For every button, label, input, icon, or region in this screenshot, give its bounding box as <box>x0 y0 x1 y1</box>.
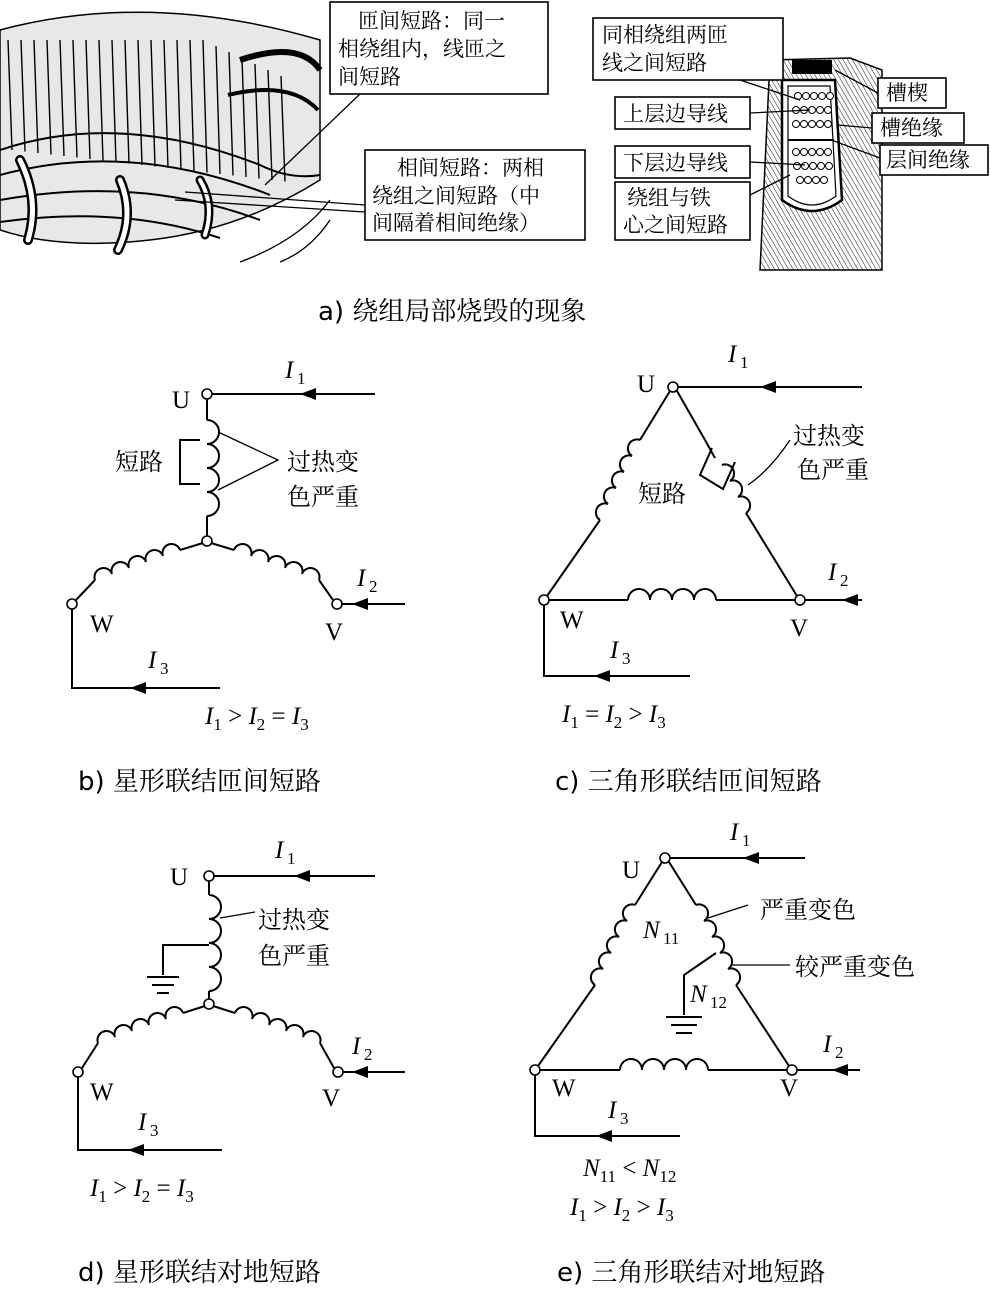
current-i2-sub: 2 <box>364 1045 373 1064</box>
coil-uw <box>596 439 640 520</box>
conductor-strand <box>817 149 824 156</box>
callout-phase-short-line3: 间隔着相间绝缘） <box>372 211 540 235</box>
callout-phase-short-line2: 绕组之间短路（中 <box>372 184 540 208</box>
panel-a <box>0 2 988 327</box>
svg-text:上层边导线: 上层边导线 <box>623 102 728 126</box>
label-u: U <box>172 387 191 414</box>
current-i2-sub: 2 <box>840 571 849 590</box>
terminal-v <box>787 1065 797 1075</box>
current-i3-symbol: I <box>138 1109 147 1136</box>
terminal-u <box>668 382 678 392</box>
n12-sub: 12 <box>710 993 727 1012</box>
n12-symbol: N <box>690 981 707 1008</box>
label-v: V <box>325 619 344 646</box>
caption-e: e) 三角形联结对地短路 <box>557 1258 826 1288</box>
conductor-strand <box>801 121 808 128</box>
svg-text:层间绝缘: 层间绝缘 <box>886 148 970 172</box>
stator-winding-illustration <box>0 12 330 262</box>
conductor-strand <box>827 93 834 100</box>
terminal-u <box>202 389 212 399</box>
relation-c: $I_1 = I_2 > I_3$ <box>562 701 666 732</box>
conductor-strand <box>825 121 832 128</box>
caption-d: d) 星形联结对地短路 <box>78 1258 321 1288</box>
overheat-label-1: 过热变 <box>258 906 330 934</box>
panel-e <box>530 819 915 1288</box>
coil-uv <box>696 904 740 985</box>
ground-icon <box>666 1017 702 1033</box>
coil-v <box>235 1007 321 1043</box>
n-relation-e: $N_{11} < N_{12}$ <box>583 1155 677 1186</box>
current-i1-sub: 1 <box>287 849 296 868</box>
conductor-strand <box>802 163 809 170</box>
current-i2-sub: 2 <box>369 577 378 596</box>
overheat-label-1: 过热变 <box>287 448 359 476</box>
coil-uv <box>722 464 750 513</box>
coil-wv <box>620 1059 708 1070</box>
conductor-strand <box>793 149 800 156</box>
label-v: V <box>790 615 809 642</box>
conductor-strand <box>810 163 817 170</box>
relation-d: $I_1 > I_2 = I_3$ <box>90 1175 194 1206</box>
n11-symbol: N <box>643 917 660 944</box>
svg-text:绕组与铁: 绕组与铁 <box>627 186 711 210</box>
label-w: W <box>560 607 584 634</box>
conductor-strand <box>817 121 824 128</box>
label-u: U <box>622 857 641 884</box>
conductor-strand <box>821 177 828 184</box>
conductor-strand <box>818 163 825 170</box>
current-i1-sub: 1 <box>297 369 306 388</box>
current-i3-symbol: I <box>610 637 619 664</box>
caption-a: a) 绕组局部烧毁的现象 <box>318 297 587 327</box>
conductor-strand <box>794 163 801 170</box>
coil-uw <box>591 904 635 985</box>
svg-text:槽绝缘: 槽绝缘 <box>880 116 943 140</box>
terminal-w <box>73 1067 83 1077</box>
callout-same-phase-line1: 同相绕组两匝 <box>602 23 728 47</box>
current-i3-sub: 3 <box>160 659 169 678</box>
current-i1-symbol: I <box>730 819 739 846</box>
coil-w <box>97 1007 183 1043</box>
current-i2-sub: 2 <box>835 1043 844 1062</box>
short-label: 短路 <box>638 480 686 508</box>
svg-text:下层边导线: 下层边导线 <box>623 151 728 175</box>
current-i3-symbol: I <box>148 647 157 674</box>
conductor-strand <box>825 149 832 156</box>
callout-phase-short-line1: 相间短路：两相 <box>397 156 544 180</box>
moderate-label: 较严重变色 <box>795 953 915 981</box>
terminal-v <box>795 595 805 605</box>
svg-text:心之间短路: 心之间短路 <box>623 213 728 237</box>
relation-e: $I_1 > I_2 > I_3$ <box>570 1194 674 1225</box>
terminal-u <box>660 853 670 863</box>
caption-b: b) 星形联结匝间短路 <box>78 767 321 797</box>
terminal-w <box>530 1065 540 1075</box>
terminal-w <box>67 599 77 609</box>
coil-u <box>209 895 221 991</box>
current-i2-symbol: I <box>823 1031 832 1058</box>
conductor-strand <box>817 107 824 114</box>
current-i2-symbol: I <box>828 559 837 586</box>
label-w: W <box>90 1079 114 1106</box>
current-i2-symbol: I <box>357 565 366 592</box>
overheat-label-2: 色严重 <box>287 483 359 511</box>
current-i3-symbol: I <box>608 1097 617 1124</box>
label-v: V <box>780 1075 799 1102</box>
current-i1-sub: 1 <box>740 353 749 372</box>
coil-u-shorted <box>207 420 219 516</box>
current-i3-sub: 3 <box>622 649 631 668</box>
panel-b <box>67 357 405 797</box>
callout-turn-short-line2: 相绕组内，线匝之 <box>338 37 506 61</box>
conductor-strand <box>809 149 816 156</box>
current-i1-sub: 1 <box>742 831 751 850</box>
severe-label: 严重变色 <box>760 896 856 924</box>
label-v: V <box>322 1085 341 1112</box>
label-u: U <box>637 371 656 398</box>
ground-icon <box>147 977 179 993</box>
label-w: W <box>552 1075 576 1102</box>
caption-c: c) 三角形联结匝间短路 <box>555 767 822 797</box>
callout-turn-short-line3: 间短路 <box>338 65 401 89</box>
coil-w <box>94 544 180 580</box>
conductor-strand <box>826 163 833 170</box>
current-i1-symbol: I <box>285 357 294 384</box>
terminal-w <box>539 595 549 605</box>
conductor-strand <box>809 121 816 128</box>
svg-text:槽楔: 槽楔 <box>886 81 928 105</box>
conductor-strand <box>805 177 812 184</box>
conductor-strand <box>819 93 826 100</box>
label-u: U <box>170 864 189 891</box>
label-w: W <box>90 611 114 638</box>
conductor-strand <box>813 177 820 184</box>
current-i1-symbol: I <box>275 837 284 864</box>
coil-wv <box>628 589 716 600</box>
panel-c <box>539 341 869 797</box>
overheat-label-2: 色严重 <box>797 456 869 484</box>
callout-turn-short-line1: 匝间短路：同一 <box>358 9 505 33</box>
conductor-strand <box>793 121 800 128</box>
n11-sub: 11 <box>663 929 680 948</box>
current-i3-sub: 3 <box>620 1109 629 1128</box>
conductor-strand <box>825 107 832 114</box>
conductor-strand <box>801 149 808 156</box>
terminal-v <box>333 1067 343 1077</box>
current-i3-sub: 3 <box>150 1121 159 1140</box>
callout-same-phase-line2: 线之间短路 <box>602 51 707 75</box>
panel-d <box>73 837 405 1288</box>
current-i1-symbol: I <box>728 341 737 368</box>
conductor-strand <box>797 177 804 184</box>
overheat-label-1: 过热变 <box>793 422 865 450</box>
terminal-v <box>332 599 342 609</box>
overheat-label-2: 色严重 <box>258 942 330 970</box>
current-i2-symbol: I <box>352 1033 361 1060</box>
short-label: 短路 <box>115 448 163 476</box>
relation-b: $I_1 > I_2 = I_3$ <box>205 703 309 734</box>
conductor-strand <box>811 93 818 100</box>
coil-v <box>234 544 320 580</box>
conductor-strand <box>803 93 810 100</box>
terminal-u <box>204 871 214 881</box>
